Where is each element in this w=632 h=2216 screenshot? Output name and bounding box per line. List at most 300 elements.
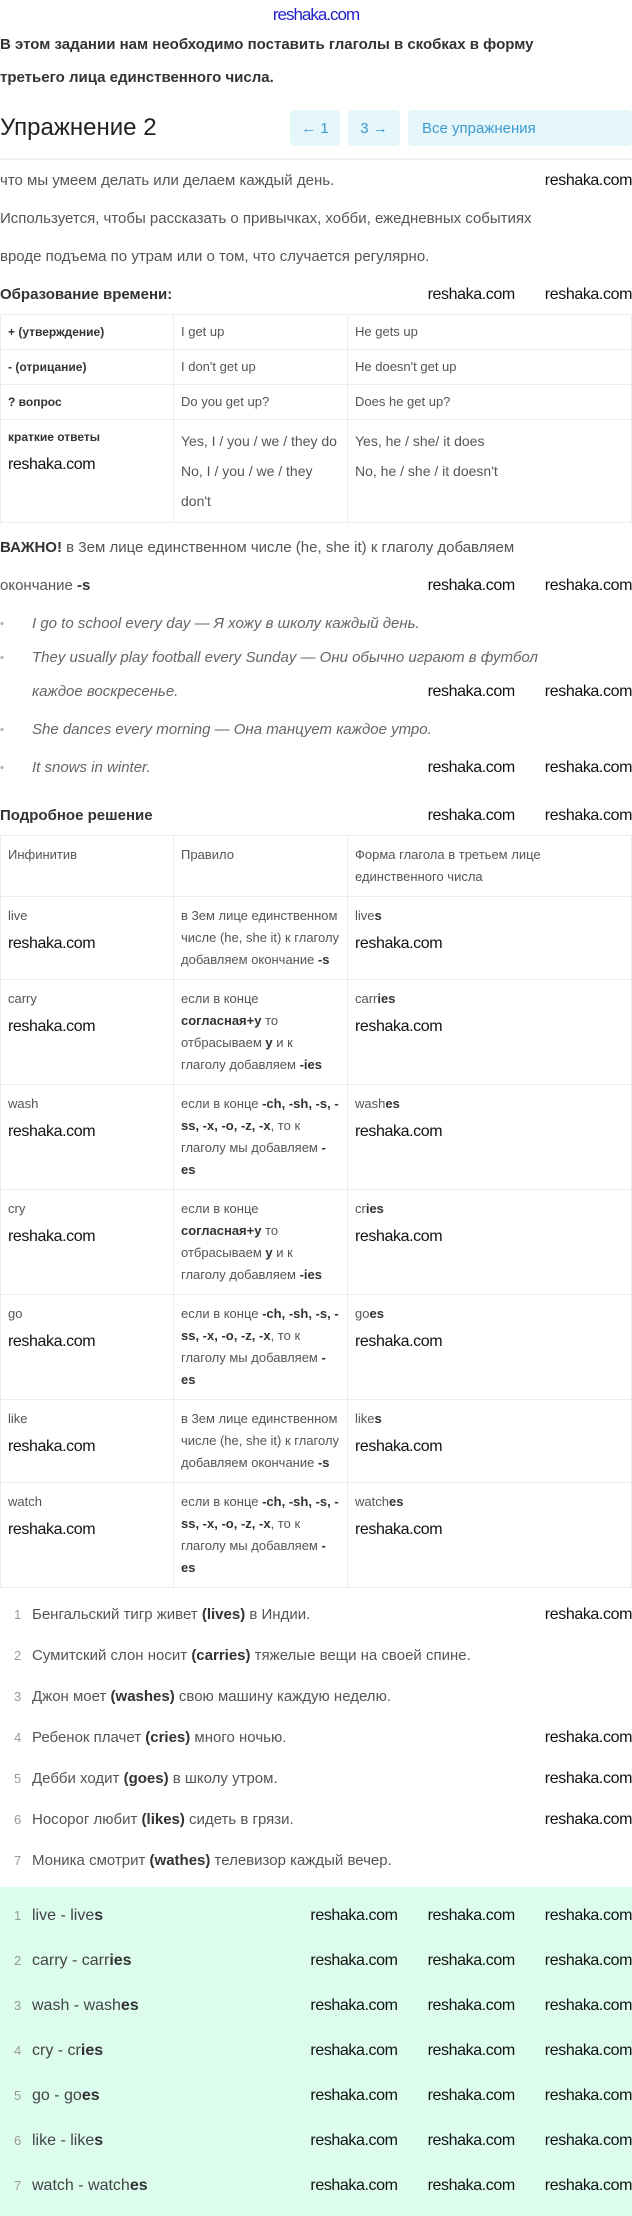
- divider: [0, 158, 632, 160]
- watermark-group: [428, 575, 632, 597]
- watermark: reshaka.com: [427, 577, 515, 594]
- watermark: reshaka.com: [544, 2176, 632, 2194]
- watermark: reshaka.com: [427, 2086, 515, 2104]
- bold-text: -es: [181, 1350, 326, 1387]
- infinitive-text: live: [8, 908, 28, 923]
- watermark: reshaka.com: [310, 1996, 398, 2014]
- text-segment: и к глаголу добавляем: [181, 1035, 300, 1072]
- table-row: [1, 897, 632, 980]
- watermark: reshaka.com: [355, 935, 443, 952]
- text-segment: Ребенок плачет: [32, 1728, 146, 1746]
- watermark: reshaka.com: [427, 1996, 515, 2014]
- watermark: reshaka.com: [310, 2041, 398, 2059]
- infinitive-text: wash: [8, 1096, 39, 1111]
- important-text: в 3ем лице единственном числе (he, she it) к глаголу добавляем: [61, 539, 515, 556]
- header-infinitive: Инфинитив: [1, 836, 174, 897]
- text-segment: телевизор каждый вечер.: [210, 1851, 392, 1869]
- watermark: reshaka.com: [427, 1906, 515, 1924]
- exercise-sentence: [0, 1676, 632, 1717]
- exercise-sentence: [0, 1594, 632, 1635]
- text-segment: сидеть в грязи.: [184, 1810, 294, 1828]
- watermark-group: [428, 681, 632, 703]
- watermark: reshaka.com: [544, 1996, 632, 2014]
- bullet-icon: •: [0, 618, 4, 630]
- bold-text: ies: [109, 1951, 132, 1969]
- answer-text: [14, 2129, 298, 2153]
- bold-text: (wathes): [149, 1851, 211, 1869]
- watermark: reshaka.com: [355, 1521, 443, 1538]
- text-segment: like - like: [32, 2131, 95, 2149]
- watermark-group: [310, 1995, 632, 2017]
- text-segment: в школу утром.: [168, 1769, 278, 1787]
- table-cell: [174, 420, 348, 523]
- answer-text: [14, 2084, 298, 2108]
- rule-cell: [174, 1190, 348, 1295]
- form-text: [355, 908, 382, 923]
- row-label-cell: [1, 315, 174, 350]
- watermark-group: [428, 284, 632, 306]
- infinitive-text: carry: [8, 991, 37, 1006]
- watermark: reshaka.com: [427, 759, 515, 776]
- watermark: reshaka.com: [427, 2131, 515, 2149]
- exercise-sentence: [0, 1635, 632, 1676]
- watermark-group: [428, 805, 632, 827]
- item-number: 2: [14, 1647, 22, 1663]
- table-row: [1, 980, 632, 1085]
- sentence-text: [14, 1726, 533, 1750]
- watermark: reshaka.com: [544, 2086, 632, 2104]
- watermark: reshaka.com: [355, 1333, 443, 1350]
- theory-paragraph-3-row: [0, 238, 632, 276]
- watermark: reshaka.com: [8, 1228, 96, 1245]
- table-row: [1, 1190, 632, 1295]
- example-item: [0, 643, 632, 673]
- example-text: They usually play football every Sunday — Они обычно играют в футбол: [32, 649, 538, 666]
- bold-text: согласная+y: [181, 1223, 262, 1238]
- watermark: reshaka.com: [355, 1018, 443, 1035]
- watermark: reshaka.com: [8, 456, 96, 473]
- text-segment: go - go: [32, 2086, 82, 2104]
- item-number: 4: [14, 1729, 22, 1745]
- text-segment: в 3ем лице единственном числе (he, she it) к глаголу добавляем окончание: [181, 1411, 340, 1470]
- important-suffix: -s: [77, 577, 91, 594]
- table-row: [1, 385, 632, 420]
- next-exercise-button[interactable]: 3 →: [348, 110, 400, 146]
- important-text-2: окончание: [0, 577, 78, 594]
- watermark: reshaka.com: [544, 286, 632, 303]
- watermark-group: [310, 2175, 632, 2197]
- bold-text: es: [81, 2086, 100, 2104]
- item-number: 1: [14, 1907, 22, 1923]
- table-cell: [348, 350, 632, 385]
- watermark: reshaka.com: [427, 683, 515, 700]
- answer-item: [0, 2118, 632, 2163]
- bold-text: согласная+y: [181, 1013, 262, 1028]
- watermark: reshaka.com: [8, 1018, 96, 1035]
- watermark: reshaka.com: [8, 1438, 96, 1455]
- answer-item: [0, 1893, 632, 1938]
- form-text: [355, 991, 395, 1006]
- infinitive-text: like: [8, 1411, 28, 1426]
- sentence-text: [14, 1849, 632, 1873]
- text-segment: Сумитский слон носит: [32, 1646, 192, 1664]
- formation-title: Образование времени:: [0, 286, 173, 303]
- answer-item: [0, 1983, 632, 2028]
- infinitive-cell: [1, 1190, 174, 1295]
- text-segment: если в конце: [181, 991, 259, 1006]
- sentence-text: [14, 1644, 632, 1668]
- infinitive-cell: [1, 980, 174, 1085]
- bold-text: ies: [80, 2041, 104, 2059]
- text-segment: carry - carr: [32, 1951, 110, 1969]
- bold-text: ies: [365, 1201, 384, 1216]
- cell-text: I get up: [181, 324, 225, 339]
- cell-text: I don't get up: [181, 359, 256, 374]
- bold-text: es: [129, 2176, 148, 2194]
- watermark: reshaka.com: [8, 1123, 96, 1140]
- cell-text: Does he get up?: [355, 394, 451, 409]
- bold-text: (goes): [123, 1769, 169, 1787]
- cell-text: He doesn't get up: [355, 359, 457, 374]
- bold-text: ies: [377, 991, 396, 1006]
- watermark: reshaka.com: [544, 2131, 632, 2149]
- table-cell: [348, 385, 632, 420]
- text-segment: cr: [355, 1201, 366, 1216]
- watermark: reshaka.com: [544, 2041, 632, 2059]
- item-number: 3: [14, 1688, 22, 1704]
- solution-title-row: [0, 797, 632, 835]
- answer-text: [14, 1994, 298, 2018]
- watermark: reshaka.com: [544, 759, 632, 776]
- form-text: [355, 1494, 403, 1509]
- example-item: [0, 605, 632, 643]
- text-segment: много ночью.: [190, 1728, 287, 1746]
- item-number: 3: [14, 1997, 22, 2013]
- watermark: reshaka.com: [310, 1906, 398, 1924]
- answer-text: [14, 1904, 298, 1928]
- infinitive-text: watch: [8, 1494, 42, 1509]
- bold-text: -ies: [299, 1057, 322, 1072]
- row-label: краткие ответы: [8, 430, 101, 444]
- important-note: [0, 529, 632, 567]
- bold-text: s: [94, 2131, 104, 2149]
- example-text-continued: каждое воскресенье.: [32, 683, 179, 700]
- watermark-group: [310, 2130, 632, 2152]
- table-row: [1, 1295, 632, 1400]
- watermark: reshaka.com: [427, 807, 515, 824]
- exercise-header: [0, 102, 632, 154]
- text-segment: свою машину каждую неделю.: [174, 1687, 391, 1705]
- watermark: reshaka.com: [544, 1728, 632, 1746]
- watermark-group: [545, 1727, 632, 1749]
- item-number: 5: [14, 1770, 22, 1786]
- prev-exercise-button[interactable]: ← 1: [290, 110, 340, 146]
- text-segment: live - live: [32, 1906, 95, 1924]
- bullet-icon: •: [0, 724, 4, 736]
- answer-box: [0, 1887, 632, 2216]
- bold-text: y: [265, 1035, 273, 1050]
- watermark: reshaka.com: [544, 1951, 632, 1969]
- infinitive-text: cry: [8, 1201, 26, 1216]
- text-segment: cry - cr: [32, 2041, 81, 2059]
- bold-text: (likes): [141, 1810, 185, 1828]
- bold-text: -ies: [299, 1267, 322, 1282]
- rule-cell: [174, 1295, 348, 1400]
- rule-cell: [174, 1483, 348, 1588]
- bold-text: es: [120, 1996, 139, 2014]
- watermark: reshaka.com: [355, 1228, 443, 1245]
- theory-paragraph-2-row: [0, 200, 632, 238]
- bold-text: (cries): [145, 1728, 191, 1746]
- rule-cell: [174, 1085, 348, 1190]
- bold-text: (washes): [110, 1687, 175, 1705]
- watermark-group: [545, 1768, 632, 1790]
- watermark: reshaka.com: [544, 1769, 632, 1787]
- answer-text: [14, 1949, 298, 1973]
- theory-paragraph-2: Используется, чтобы рассказать о привычках, хобби, ежедневных событиях: [0, 210, 532, 227]
- text-segment: , то к глаголу мы добавляем: [181, 1516, 322, 1553]
- example-item-continued: [0, 673, 632, 711]
- text-segment: Моника смотрит: [32, 1851, 150, 1869]
- exercise-sentence: [0, 1717, 632, 1758]
- answer-text: [14, 2039, 298, 2063]
- bold-text: s: [374, 908, 382, 923]
- row-label: + (утверждение): [8, 325, 105, 339]
- text-segment: Джон моет: [32, 1687, 111, 1705]
- text-segment: если в конце: [181, 1096, 263, 1111]
- row-label-cell: [1, 420, 174, 523]
- form-cell: [348, 1295, 632, 1400]
- row-label: - (отрицание): [8, 360, 87, 374]
- text-segment: wash - wash: [32, 1996, 121, 2014]
- bold-text: -ch, -sh, -s, -ss, -x, -o, -z, -x: [181, 1096, 339, 1133]
- watermark-group: [310, 1905, 632, 1927]
- text-segment: go: [355, 1306, 370, 1321]
- example-text: She dances every morning — Она танцует каждое утро.: [32, 721, 432, 738]
- watermark: reshaka.com: [355, 1123, 443, 1140]
- exercise-sentence: [0, 1840, 632, 1881]
- row-label: ? вопрос: [8, 395, 62, 409]
- site-logo-watermark: reshaka.com: [272, 5, 360, 24]
- rule-cell: [174, 897, 348, 980]
- watermark: reshaka.com: [427, 1951, 515, 1969]
- theory-paragraph-1-row: [0, 162, 632, 200]
- text-segment: тяжелые вещи на своей спине.: [250, 1646, 471, 1664]
- item-number: 7: [14, 1852, 22, 1868]
- bold-text: (carries): [191, 1646, 251, 1664]
- bold-text: -s: [317, 1455, 330, 1470]
- form-text: [355, 1411, 382, 1426]
- cell-text: He gets up: [355, 324, 418, 339]
- solution-title: Подробное решение: [0, 807, 153, 824]
- row-label-cell: [1, 350, 174, 385]
- item-number: 7: [14, 2177, 22, 2193]
- answer-item: [0, 1938, 632, 1983]
- watermark: reshaka.com: [544, 683, 632, 700]
- watermark: reshaka.com: [310, 2131, 398, 2149]
- bold-text: -es: [181, 1538, 326, 1575]
- table-cell: [174, 385, 348, 420]
- watermark: reshaka.com: [427, 2041, 515, 2059]
- table-cell: [174, 315, 348, 350]
- text-segment: carr: [355, 991, 378, 1006]
- all-exercises-button[interactable]: Все упражнения: [408, 110, 632, 146]
- bold-text: -es: [181, 1140, 326, 1177]
- text-segment: like: [355, 1411, 375, 1426]
- text-segment: Носорог любит: [32, 1810, 142, 1828]
- bold-text: y: [265, 1245, 273, 1260]
- text-segment: , то к глаголу мы добавляем: [181, 1328, 322, 1365]
- watermark-group: [545, 1809, 632, 1831]
- sentence-text: [14, 1603, 533, 1627]
- bold-text: s: [94, 1906, 104, 1924]
- table-row: [1, 1483, 632, 1588]
- text-segment: Бенгальский тигр живет: [32, 1605, 202, 1623]
- form-text: [355, 1096, 400, 1111]
- example-text: It snows in winter.: [32, 759, 151, 776]
- watermark: reshaka.com: [427, 286, 515, 303]
- form-text: [355, 1306, 384, 1321]
- table-cell: [348, 420, 632, 523]
- text-segment: live: [355, 908, 375, 923]
- text-segment: если в конце: [181, 1494, 263, 1509]
- form-cell: [348, 1085, 632, 1190]
- form-cell: [348, 1190, 632, 1295]
- bold-text: es: [369, 1306, 384, 1321]
- cell-text: Do you get up?: [181, 394, 270, 409]
- answer-text: [14, 2174, 298, 2198]
- watermark-group: [545, 1604, 632, 1626]
- watermark: reshaka.com: [544, 172, 632, 189]
- text-segment: то отбрасываем: [181, 1223, 279, 1260]
- important-note-2: [0, 567, 632, 605]
- sentence-text: [14, 1808, 533, 1832]
- answer-item: [0, 2073, 632, 2118]
- form-cell: [348, 980, 632, 1085]
- table-row: [1, 315, 632, 350]
- example-item: [0, 749, 632, 787]
- rule-cell: [174, 1400, 348, 1483]
- watermark: reshaka.com: [544, 1810, 632, 1828]
- formation-title-row: [0, 276, 632, 314]
- watermark: reshaka.com: [427, 2176, 515, 2194]
- intro-line-2: третьего лица единственного числа.: [0, 69, 274, 86]
- item-number: 1: [14, 1606, 22, 1622]
- solution-table: [0, 835, 632, 1588]
- watermark: reshaka.com: [8, 1521, 96, 1538]
- important-label: ВАЖНО!: [0, 539, 62, 556]
- text-segment: Дебби ходит: [32, 1769, 124, 1787]
- form-text: [355, 1201, 384, 1216]
- bold-text: es: [385, 1096, 400, 1111]
- exercise-sentence: [0, 1758, 632, 1799]
- bold-text: -ch, -sh, -s, -ss, -x, -o, -z, -x: [181, 1494, 339, 1531]
- watermark-group: [310, 2040, 632, 2062]
- intro-line-1: В этом задании нам необходимо поставить глаголы в скобках в форму: [0, 36, 534, 53]
- sentence-text: [14, 1685, 632, 1709]
- item-number: 5: [14, 2087, 22, 2103]
- text-segment: watch: [355, 1494, 389, 1509]
- exercise-sentences: [0, 1594, 632, 1881]
- infinitive-cell: [1, 1483, 174, 1588]
- example-text: I go to school every day — Я хожу в школу каждый день.: [32, 615, 420, 632]
- watermark-group: [428, 757, 632, 779]
- exercise-sentence: [0, 1799, 632, 1840]
- watermark-group: [545, 170, 632, 192]
- bullet-icon: •: [0, 762, 4, 774]
- example-item: [0, 711, 632, 749]
- formation-table: [0, 314, 632, 523]
- text-segment: если в конце: [181, 1201, 259, 1216]
- theory-paragraph-3: вроде подъема по утрам или о том, что случается регулярно.: [0, 248, 430, 265]
- table-cell: [174, 350, 348, 385]
- item-number: 6: [14, 1811, 22, 1827]
- infinitive-cell: [1, 1295, 174, 1400]
- watermark: reshaka.com: [544, 807, 632, 824]
- watermark-group: [310, 2085, 632, 2107]
- answer-item: [0, 2028, 632, 2073]
- bold-text: -ch, -sh, -s, -ss, -x, -o, -z, -x: [181, 1306, 339, 1343]
- bold-text: es: [388, 1494, 404, 1509]
- text-segment: то отбрасываем: [181, 1013, 279, 1050]
- item-number: 4: [14, 2042, 22, 2058]
- cell-text: Yes, I / you / we / they do No, I / you / we / they don't: [181, 433, 337, 509]
- text-segment: и к глаголу добавляем: [181, 1245, 300, 1282]
- row-label-cell: [1, 385, 174, 420]
- text-segment: , то к глаголу мы добавляем: [181, 1118, 322, 1155]
- infinitive-text: go: [8, 1306, 23, 1321]
- text-segment: в 3ем лице единственном числе (he, she it) к глаголу добавляем окончание: [181, 908, 340, 967]
- bold-text: (lives): [201, 1605, 246, 1623]
- infinitive-cell: [1, 1085, 174, 1190]
- table-cell: [348, 315, 632, 350]
- table-row: [1, 350, 632, 385]
- table-row: [1, 1085, 632, 1190]
- bold-text: -s: [317, 952, 330, 967]
- theory-paragraph-1: что мы умеем делать или делаем каждый день.: [0, 172, 335, 189]
- item-number: 6: [14, 2132, 22, 2148]
- form-cell: [348, 897, 632, 980]
- text-segment: wash: [355, 1096, 386, 1111]
- watermark: reshaka.com: [310, 2086, 398, 2104]
- header-rule: Правило: [174, 836, 348, 897]
- rule-cell: [174, 980, 348, 1085]
- watermark: reshaka.com: [355, 1438, 443, 1455]
- item-number: 2: [14, 1952, 22, 1968]
- header-form: Форма глагола в третьем лице единственного числа: [348, 836, 632, 897]
- answer-item: [0, 2163, 632, 2208]
- page-title: Упражнение 2: [0, 114, 157, 141]
- watermark: reshaka.com: [310, 1951, 398, 1969]
- watermark-group: [310, 1950, 632, 1972]
- text-segment: в Индии.: [245, 1605, 311, 1623]
- text-segment: watch - watch: [32, 2176, 130, 2194]
- bold-text: s: [374, 1411, 382, 1426]
- watermark: reshaka.com: [8, 935, 96, 952]
- infinitive-cell: [1, 1400, 174, 1483]
- watermark: reshaka.com: [8, 1333, 96, 1350]
- watermark: reshaka.com: [310, 2176, 398, 2194]
- form-cell: [348, 1400, 632, 1483]
- cell-text: Yes, he / she/ it does No, he / she / it doesn't: [355, 433, 498, 479]
- table-row: [1, 420, 632, 523]
- watermark: reshaka.com: [544, 1605, 632, 1623]
- sentence-text: [14, 1767, 533, 1791]
- text-segment: если в конце: [181, 1306, 263, 1321]
- watermark: reshaka.com: [544, 577, 632, 594]
- watermark: reshaka.com: [544, 1906, 632, 1924]
- table-row: [1, 1400, 632, 1483]
